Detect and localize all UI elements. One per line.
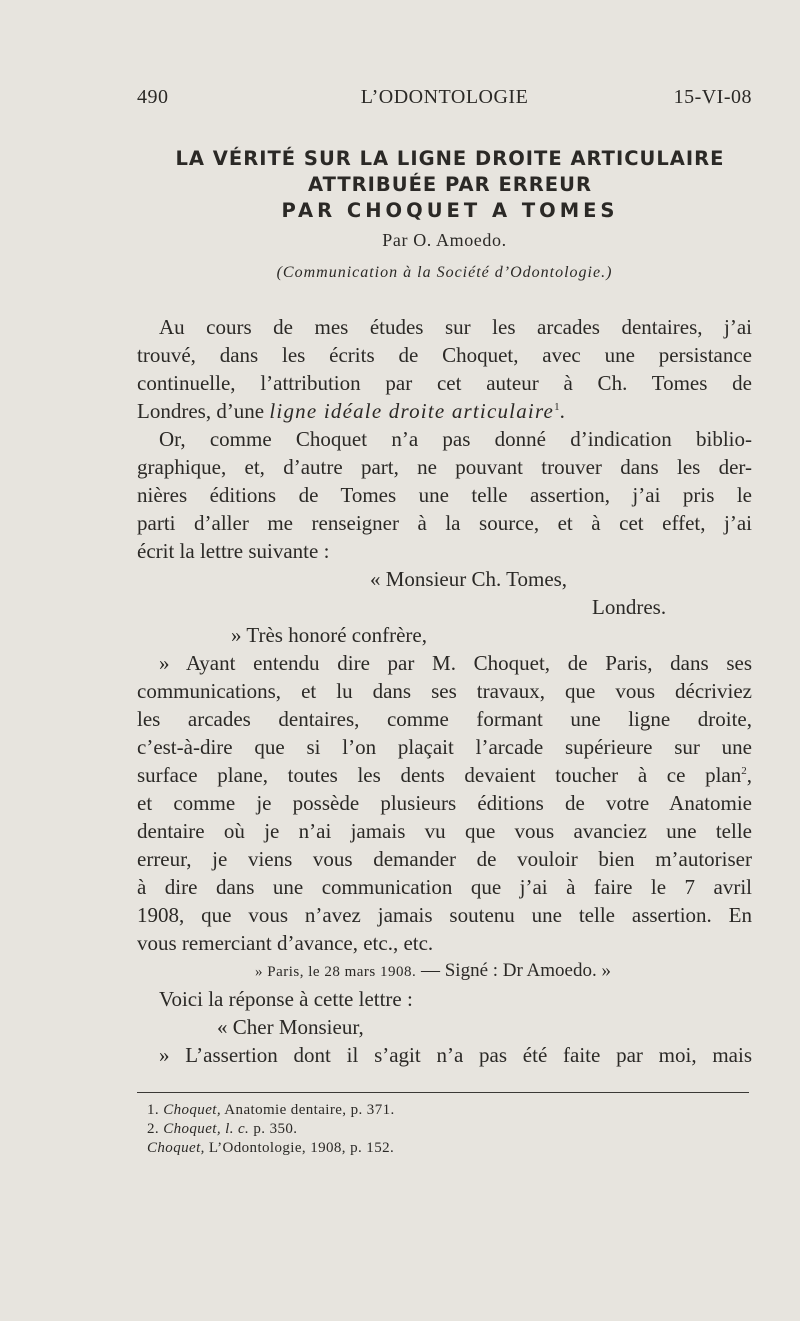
footnote-ref-2 <box>741 763 752 787</box>
footnote-text: Anatomie dentaire, p. 371. <box>220 1102 395 1118</box>
text-span: Londres, d’une <box>137 399 270 423</box>
footnotes <box>147 1101 752 1158</box>
text-line: les arcades dentaires, comme formant une ligne droite, <box>137 707 752 731</box>
journal-title: L’ODONTOLOGIE <box>360 86 529 108</box>
text-line: communications, et lu dans ses travaux, que vous décriviez <box>137 679 752 703</box>
reply-intro: Voici la réponse à cette lettre : <box>159 987 413 1011</box>
reply-salutation: « Cher Monsieur, <box>217 1015 364 1039</box>
article-title <box>100 146 800 224</box>
text-line: Or, comme Choquet n’a pas donné d’indication biblio- <box>159 427 752 451</box>
footnote-author: Choquet, <box>147 1140 205 1156</box>
text-line: » Ayant entendu dire par M. Choquet, de Paris, dans ses <box>159 651 752 675</box>
text-line: Au cours de mes études sur les arcades dentaires, j’ai <box>159 315 752 339</box>
text-line: 1908, que vous n’avez jamais soutenu une telle assertion. En <box>137 903 752 927</box>
footnote-number: 1. <box>147 1102 164 1118</box>
title-line-2: ATTRIBUÉE PAR ERREUR <box>308 173 592 196</box>
letter-city: Londres. <box>592 595 667 619</box>
communication-note: (Communication à la Société d’Odontologie.) <box>276 264 613 281</box>
text-line <box>137 397 752 425</box>
title-line-3: PAR CHOQUET A TOMES <box>281 199 619 222</box>
text-line: trouvé, dans les écrits de Choquet, avec une persistance <box>137 343 752 367</box>
issue-date: 15-VI-08 <box>673 86 752 108</box>
text-line: continuelle, l’attribution par cet auteur à Ch. Tomes de <box>137 371 752 395</box>
text-line: nières éditions de Tomes une telle assertion, j’ai pris le <box>137 483 752 507</box>
text-span: , <box>746 763 752 787</box>
text-line: et comme je possède plusieurs éditions de votre Anatomie <box>137 791 752 815</box>
footnote-ref-1: 1 <box>554 401 560 413</box>
text-line: » L’assertion dont il s’agit n’a pas été faite par moi, mais <box>159 1043 752 1067</box>
text-line: c’est-à-dire que si l’on plaçait l’arcade supérieure sur une <box>137 735 752 759</box>
text-line <box>137 761 752 789</box>
author-byline: Par O. Amoedo. <box>382 230 507 250</box>
text-span: surface plane, toutes les dents devaient toucher à ce plan <box>137 763 742 787</box>
article-body <box>137 313 752 1069</box>
title-line-1: LA VÉRITÉ SUR LA LIGNE DROITE ARTICULAIRE <box>175 147 725 170</box>
italic-phrase: ligne idéale droite articulaire <box>269 399 555 423</box>
signature-date: » Paris, le 28 mars 1908. <box>255 964 417 980</box>
footnote-text: L’Odontologie, 1908, p. 152. <box>204 1140 395 1156</box>
footnote-divider <box>137 1092 749 1093</box>
text-line: dentaire où je n’ai jamais vu que vous avanciez une telle <box>137 819 752 843</box>
text-line: à dire dans une communication que j’ai à faire le 7 avril <box>137 875 752 899</box>
footnote-1 <box>147 1101 752 1120</box>
footnote-author: Choquet, <box>163 1102 221 1118</box>
text-line: vous remerciant d’avance, etc., etc. <box>137 931 434 955</box>
footnote-3 <box>147 1139 752 1158</box>
footnote-2 <box>147 1120 752 1139</box>
signature-name: — Signé : Dr Amoedo. » <box>416 960 611 981</box>
text-line: écrit la lettre suivante : <box>137 539 330 563</box>
text-line: parti d’aller me renseigner à la source, et à cet effet, j’ai <box>137 511 752 535</box>
page-number: 490 <box>137 86 169 108</box>
text-span: . <box>559 399 565 423</box>
letter-salutation: « Monsieur Ch. Tomes, <box>370 567 568 591</box>
footnote-ref-number: 2 <box>741 765 747 777</box>
footnote-author: Choquet, l. c. <box>163 1121 250 1137</box>
letter-signature <box>137 957 752 985</box>
text-line: erreur, je viens vous demander de vouloir bien m’autoriser <box>137 847 752 871</box>
footnote-text: p. 350. <box>249 1121 298 1137</box>
letter-greeting: » Très honoré confrère, <box>231 623 427 647</box>
text-line: graphique, et, d’autre part, ne pouvant trouver dans les der- <box>137 455 752 479</box>
footnote-number: 2. <box>147 1121 164 1137</box>
